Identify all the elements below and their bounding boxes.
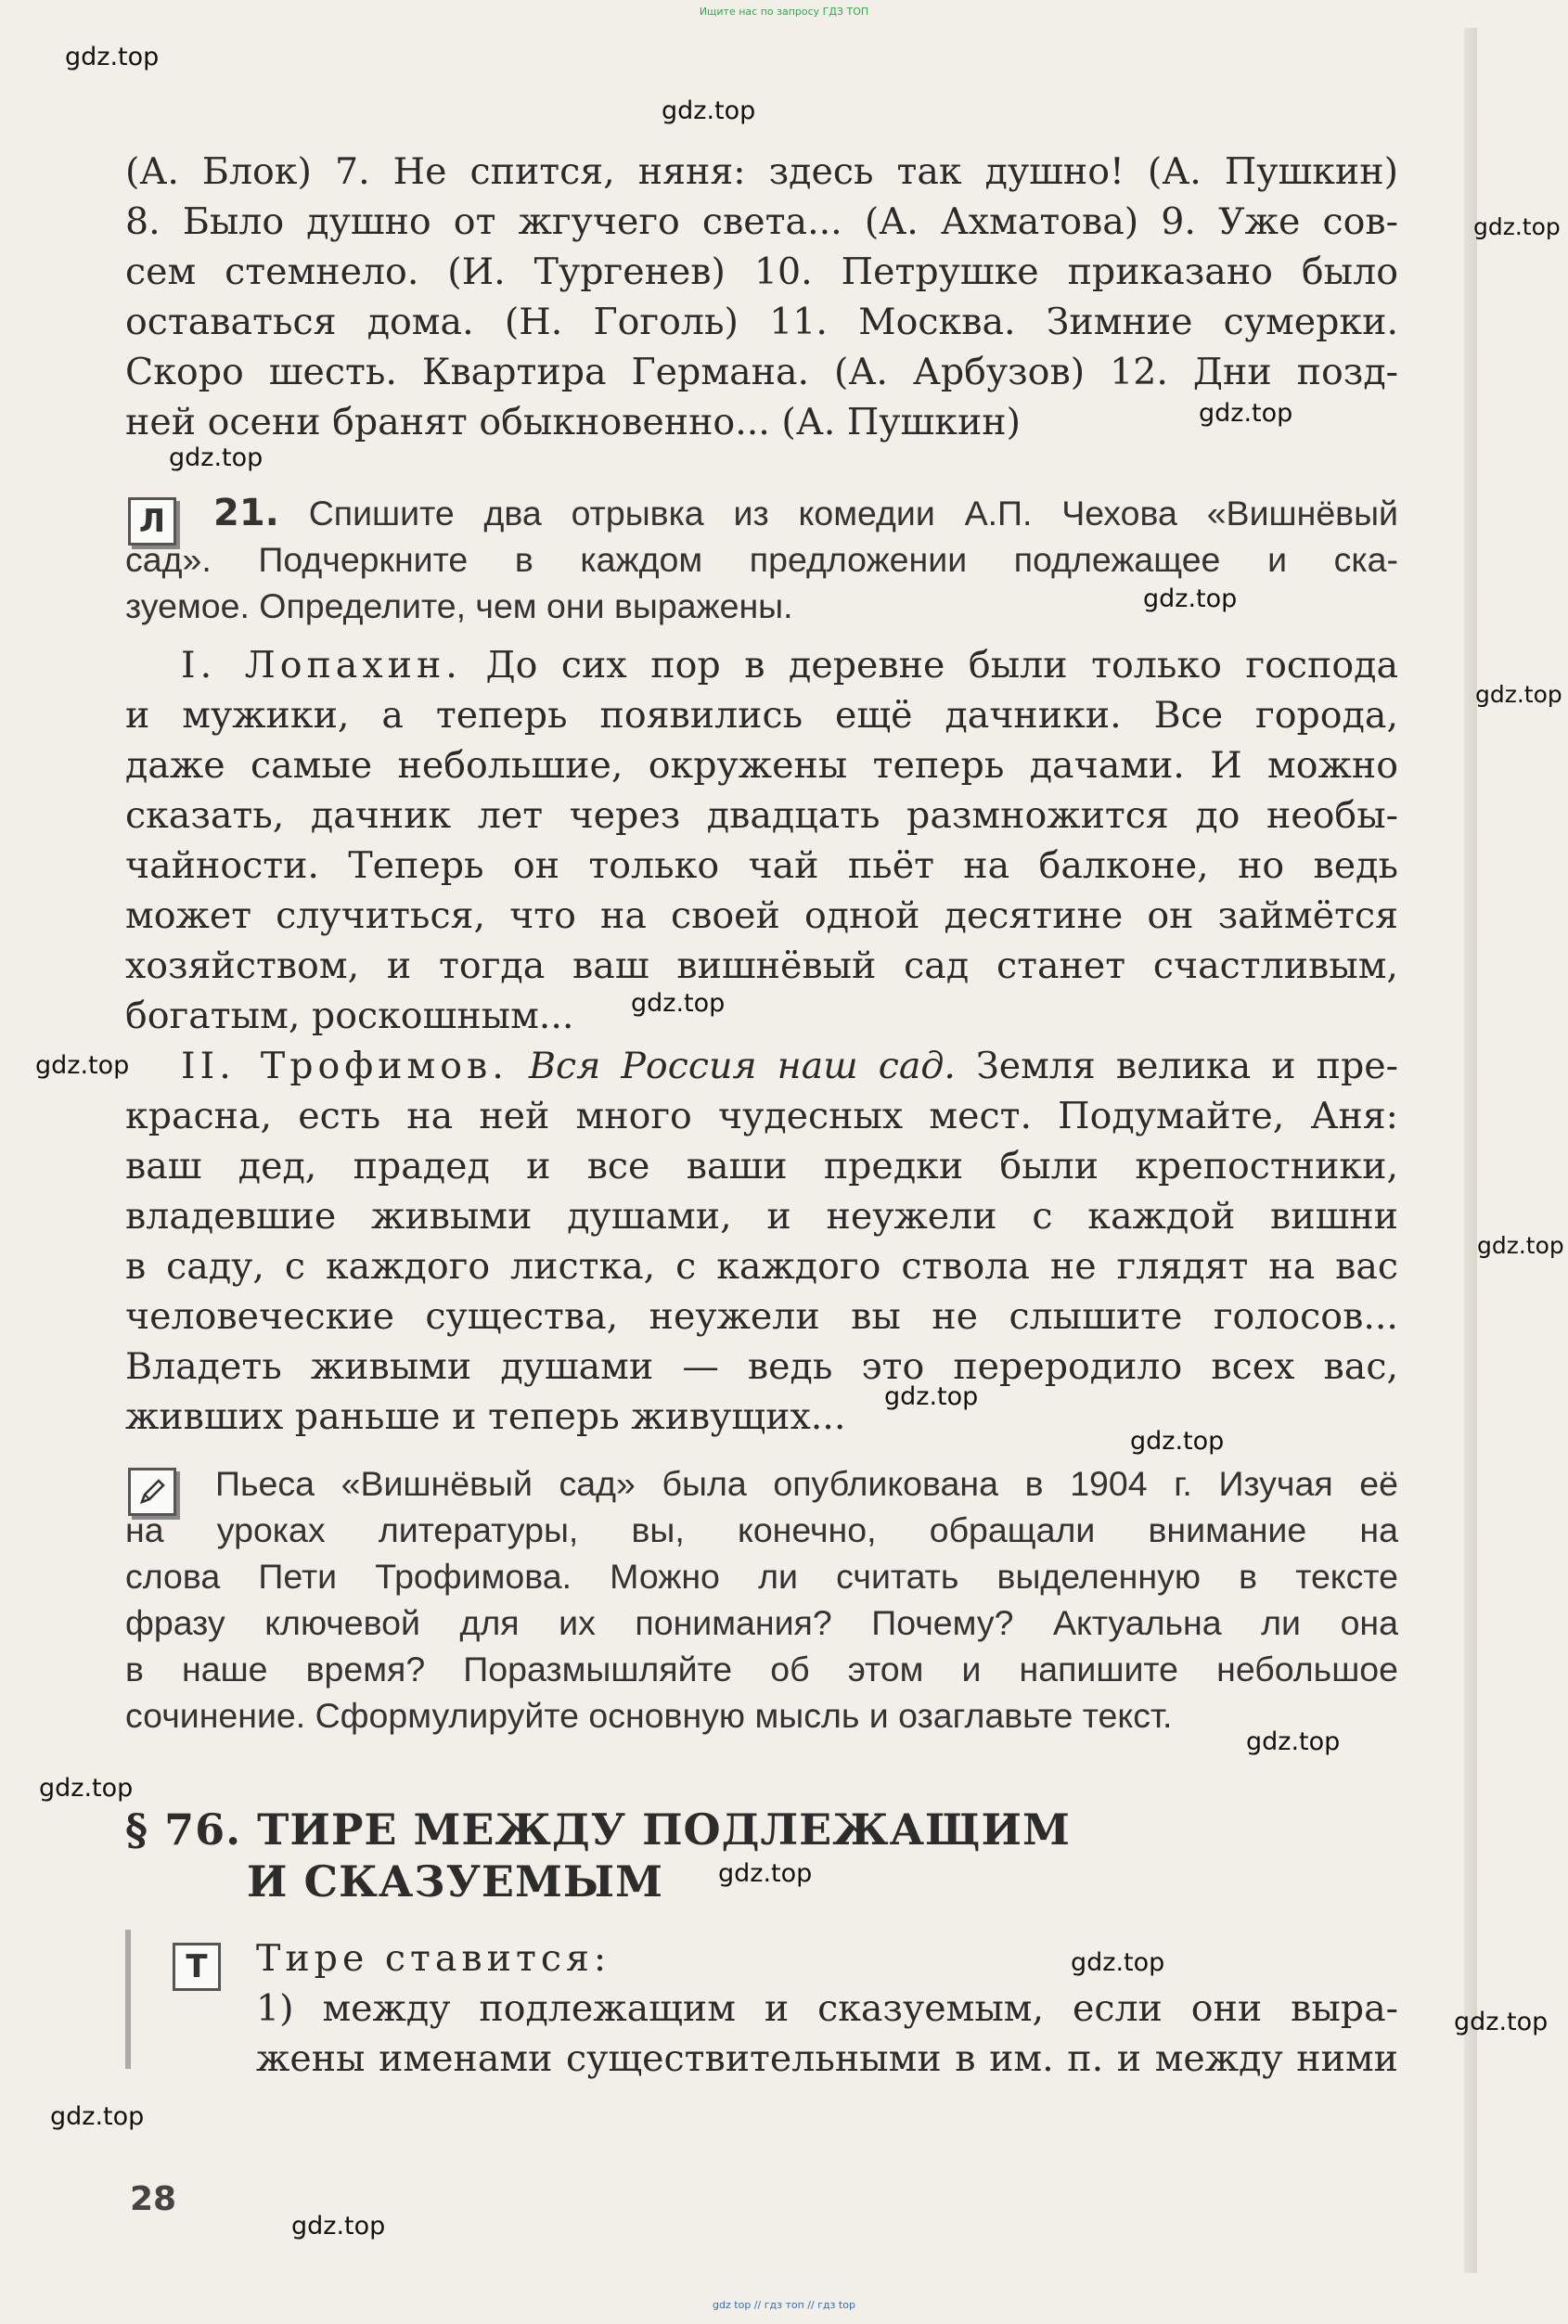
- task-line: фразу ключевой для их понимания? Почему? Актуальна ли она: [125, 1603, 1398, 1642]
- section-title-line-1: [125, 1804, 1071, 1855]
- watermark: gdz.top: [35, 1051, 130, 1080]
- text-line: сем стемнело. (И. Тургенев) 10. Петрушке приказано было: [125, 250, 1398, 293]
- task-line: Пьеса «Вишнёвый сад» была опубликована в 1904 г. Изучая её: [215, 1464, 1398, 1503]
- watermark: gdz.top: [1473, 213, 1561, 240]
- watermark: gdz.top: [718, 1859, 813, 1888]
- watermark: gdz.top: [39, 1774, 134, 1803]
- text-line: в саду, с каждого листка, с каждого ствола не глядят на вас: [125, 1245, 1398, 1288]
- page-number: 28: [130, 2180, 177, 2218]
- text-line: и мужики, а теперь появились ещё дачники. Все города,: [125, 694, 1398, 737]
- theory-intro-text: Тире ставится:: [256, 1937, 611, 1980]
- text-line: богатым, роскошным...: [125, 995, 574, 1037]
- text-line: живших раньше и теперь живущих...: [125, 1395, 846, 1438]
- task-line: сочинение. Сформулируйте основную мысль и озаглавьте текст.: [125, 1696, 1173, 1735]
- watermark: gdz.top: [1130, 1427, 1225, 1456]
- top-banner: Ищите нас по запросу ГДЗ ТОП: [699, 6, 869, 18]
- watermark: gdz.top: [631, 989, 726, 1018]
- text-line: человеческие существа, неужели вы не слышите голосов...: [125, 1295, 1398, 1338]
- watermark: gdz.top: [1246, 1727, 1341, 1756]
- watermark: gdz.top: [1143, 584, 1238, 613]
- watermark: gdz.top: [1454, 2008, 1549, 2036]
- watermark: gdz.top: [884, 1382, 979, 1411]
- watermark: gdz.top: [1475, 681, 1562, 708]
- page-edge-shadow: [1464, 28, 1477, 2273]
- pencil-icon-graphic: [136, 1476, 168, 1508]
- letter-l-icon: Л: [128, 497, 176, 546]
- section-number: § 76.: [125, 1804, 242, 1855]
- exercise-line: зуемое. Определите, чем они выражены.: [125, 586, 793, 625]
- text-span: До сих пор в деревне были только господа: [485, 644, 1399, 687]
- exercise-number: 21.: [213, 492, 279, 534]
- exercise-line: сад». Подчеркните в каждом предложении подлежащее и ска-: [125, 540, 1398, 579]
- watermark: gdz.top: [65, 43, 160, 71]
- bottom-banner: gdz top // гдз топ // гдз top: [713, 2299, 855, 2311]
- text-line: Владеть живыми душами — ведь это переродило всех вас,: [125, 1345, 1398, 1388]
- highlighted-phrase: Вся Россия наш сад.: [528, 1045, 956, 1087]
- exercise-line: [213, 490, 1398, 536]
- text-line: сказать, дачник лет через двадцать размножится до необы-: [125, 794, 1398, 837]
- section-title: ТИРЕ МЕЖДУ ПОДЛЕЖАЩИМ: [257, 1804, 1071, 1855]
- watermark: gdz.top: [50, 2102, 145, 2131]
- watermark: gdz.top: [1199, 399, 1293, 428]
- speaker-name: I. Лопахин.: [181, 644, 462, 687]
- letter-t-icon: Т: [173, 1943, 221, 1991]
- text-line: ваш дед, прадед и все ваши предки были крепостники,: [125, 1145, 1398, 1188]
- text-line: владевшие живыми душами, и неужели с каждой вишни: [125, 1195, 1398, 1238]
- speaker-name: II. Трофимов.: [181, 1045, 508, 1087]
- text-line: [181, 640, 1398, 690]
- task-line: в наше время? Поразмышляйте об этом и напишите небольшое: [125, 1650, 1398, 1688]
- theory-rule-bar: [125, 1930, 131, 2069]
- watermark: gdz.top: [169, 443, 263, 472]
- text-span: Земля велика и пре-: [976, 1045, 1399, 1087]
- section-title-line-2: И СКАЗУЕМЫМ: [247, 1856, 664, 1907]
- watermark: gdz.top: [1071, 1948, 1165, 1977]
- task-line: на уроках литературы, вы, конечно, обращали внимание на: [125, 1510, 1398, 1549]
- exercise-text: Спишите два отрывка из комедии А.П. Чехова «Вишнёвый: [308, 494, 1398, 533]
- text-line: (А. Блок) 7. Не спится, няня: здесь так душно! (А. Пушкин): [125, 150, 1398, 193]
- theory-line: 1) между подлежащим и сказуемым, если они выра-: [256, 1987, 1398, 2030]
- watermark: gdz.top: [291, 2212, 386, 2241]
- text-line: красна, есть на ней много чудесных мест. Подумайте, Аня:: [125, 1095, 1398, 1137]
- text-line: 8. Было душно от жгучего света... (А. Ахматова) 9. Уже сов-: [125, 200, 1398, 243]
- text-line: Скоро шесть. Квартира Германа. (А. Арбузов) 12. Дни позд-: [125, 351, 1398, 393]
- text-line: даже самые небольшие, окружены теперь дачами. И можно: [125, 744, 1398, 787]
- theory-line: жены именами существительными в им. п. и между ними: [256, 2037, 1398, 2080]
- text-line: ней осени бранят обыкновенно... (А. Пушкин): [125, 401, 1022, 443]
- text-line: может случиться, что на своей одной десятине он займётся: [125, 894, 1398, 937]
- watermark: gdz.top: [662, 96, 756, 125]
- text-line: хозяйством, и тогда ваш вишнёвый сад станет счастливым,: [125, 944, 1398, 987]
- text-line: оставаться дома. (Н. Гоголь) 11. Москва. Зимние сумерки.: [125, 301, 1398, 343]
- text-line: [181, 1041, 1398, 1091]
- watermark: gdz.top: [1477, 1232, 1564, 1259]
- text-line: чайности. Теперь он только чай пьёт на балконе, но ведь: [125, 844, 1398, 887]
- task-line: слова Пети Трофимова. Можно ли считать выделенную в тексте: [125, 1557, 1398, 1596]
- theory-intro: [256, 1933, 1398, 1984]
